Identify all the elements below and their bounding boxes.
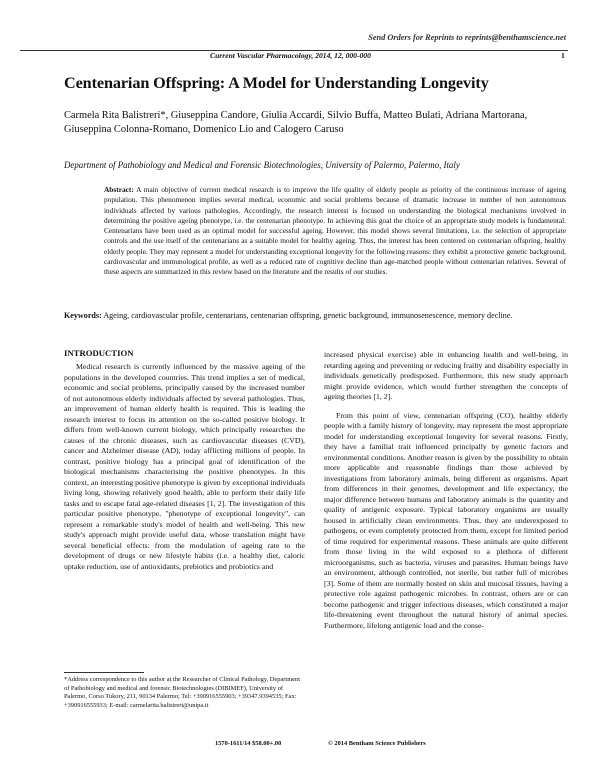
keywords xyxy=(64,311,567,322)
footnote-rule xyxy=(64,672,144,673)
intro-paragraph-1: Medical research is currently influenced by the massive ageing of the populations in the developed countries. This trend implies a set of medical, economic and social problems, principally caused by the increased number of not autonomous elderly individuals affected by several pathologies. Thus, an improvement of human elderly health is required. This is leading the research interest to focus its attention on the so-called positive biology. It differs from well-known current biology, which principally researches the causes of the chronic diseases, such as cardiovascular diseases (CVD), cancer and Alzheimer disease (AD), today afflicting millions of people. In contrast, positive biology has a principal goal of identification of the biological mechanisms characterising the positive phenotypes. In this context, an interesting positive phenotype is given by exceptional individuals living long, showing relatively good health, able to perform their daily life tasks and to escape fatal age-related diseases [1, 2]. The investigation of this particular positive phenotype, "phenotype of exceptional longevity", can represent a remarkable study's model of health and well-being. This new study's approach might provide useful data, whose translation might have several beneficial effects: from the modulation of ageing rate to the development of drugs or new lifestyle habits (i.e. a healthy diet, caloric uptake reduction, use of antioxidants, prebiotics and probiotics and xyxy=(64,362,305,571)
right-column xyxy=(324,350,568,639)
article-title: Centenarian Offspring: A Model for Understanding Longevity xyxy=(64,74,489,92)
intro-paragraph-2: From this point of view, centenarian offspring (CO), healthy elderly people with a family history of longevity, may represent the most appropriate model for understanding exceptional longevity for several reasons. Firstly, they have a familial trait influenced principally by genetic factors and environmental conditions. Another reason is given by the possibility to obtain more applicable and reasonable findings than those achieved by investigations from laboratory animals, being different as organisms. Apart from differences in their genomes, development and life expectancy, the major difference between humans and laboratory animals is the quantity and quality of antigenic exposure. Typical laboratory organisms are usually housed in artificially clean environments. Thus, they are underexposed to pathogens, or even completely protected from them, except for limited period of time required for experimental reasons. These animals are quite different from those living in the wild exposed to a plethora of different microorganisms, such as bacteria, viruses and parasites. Human beings have an environment, although controlled, not sterile, but rather full of microbes [3]. Some of them are normally hosted on skin and mucosal tissues, having a protective role against pathogenic microbes. In contrast, others are or can become pathogenic and trigger infectious diseases, which constituted a major life-threatening event throughout the natural history of animal species. Furthermore, lifelong antigenic load and the conse- xyxy=(324,410,568,630)
keywords-text: Ageing, cardiovascular profile, centenarians, centenarian offspring, genetic background, immunosenescence, memory decline. xyxy=(101,311,513,320)
left-column xyxy=(64,362,305,580)
publisher-copyright: © 2014 Bentham Science Publishers xyxy=(328,740,426,747)
reprints-notice: Send Orders for Reprints to reprints@benthamscience.net xyxy=(368,33,566,42)
intro-paragraph-continued: increased physical exercise) able in enhancing health and well-being, in retarding ageing and preventing or reducing frailty and disability especially in individuals genetically predisposed. Furthermore, this new study approach might provide evidence, which would further strengthen the concepts of ageing theories [1, 2]. xyxy=(324,350,568,401)
author-list: Carmela Rita Balistreri*, Giuseppina Candore, Giulia Accardi, Silvio Buffa, Matteo Bulati, Adriana Martorana, Giuseppina Colonna-Romano, Domenico Lio and Calogero Caruso xyxy=(64,110,528,135)
page-number: 1 xyxy=(561,51,565,60)
abstract xyxy=(104,185,566,278)
journal-citation: Current Vascular Pharmacology, 2014, 12, 000-000 xyxy=(210,51,371,60)
keywords-label: Keywords: xyxy=(64,311,102,320)
abstract-text: A main objective of current medical research is to improve the life quality of elderly people as priority of the continuous increase of ageing population. This phenomenon implies several medical, economic and social problems because of dramatic increase in number of non autonomous individuals affected by various pathologies. Accordingly, the research interest is focused on understanding the biological mechanisms involved in determining the positive ageing phenotype, i.e. the centenarian phenotype. In achieving this goal the choice of an appropriate study models is fundamental. Centenarians have been used as an optimal model for successful ageing. However, this model shows several limitations, i.e. the selection of appropriate controls and the use itself of the centenarians as a suitable model for healthy ageing. Thus, the interest has been centered on centenarian offspring, healthy elderly people. They may represent a model for understanding exceptional longevity for the following reasons: they exhibit a protective genetic background, cardiovascular and immunological profile, as well as a reduced rate of cognitive decline than age-matched people without centenarian relatives. Several of these aspects are summarized in this review based on the literature and the results of our studies. xyxy=(104,185,566,277)
affiliation: Department of Pathobiology and Medical and Forensic Biotechnologies, University of Palermo, Palermo, Italy xyxy=(64,160,460,170)
issn-price: 1570-1611/14 $58.00+.00 xyxy=(215,740,282,747)
section-heading-introduction: INTRODUCTION xyxy=(64,348,134,358)
abstract-label: Abstract: xyxy=(104,185,134,194)
correspondence-footnote: *Address correspondence to this author at the Researcher of Clinical Pathology, Department of Pathobiology and medical and forensic Biotechnologies (DIBIMEF), University of Palermo, Corso Tukory, 211, 90134 Palermo; Tel: +390916555903; +39347.9394535; Fax: +390916555933; E-mail: carmelarita.balistreri@unipa.it xyxy=(64,676,300,709)
